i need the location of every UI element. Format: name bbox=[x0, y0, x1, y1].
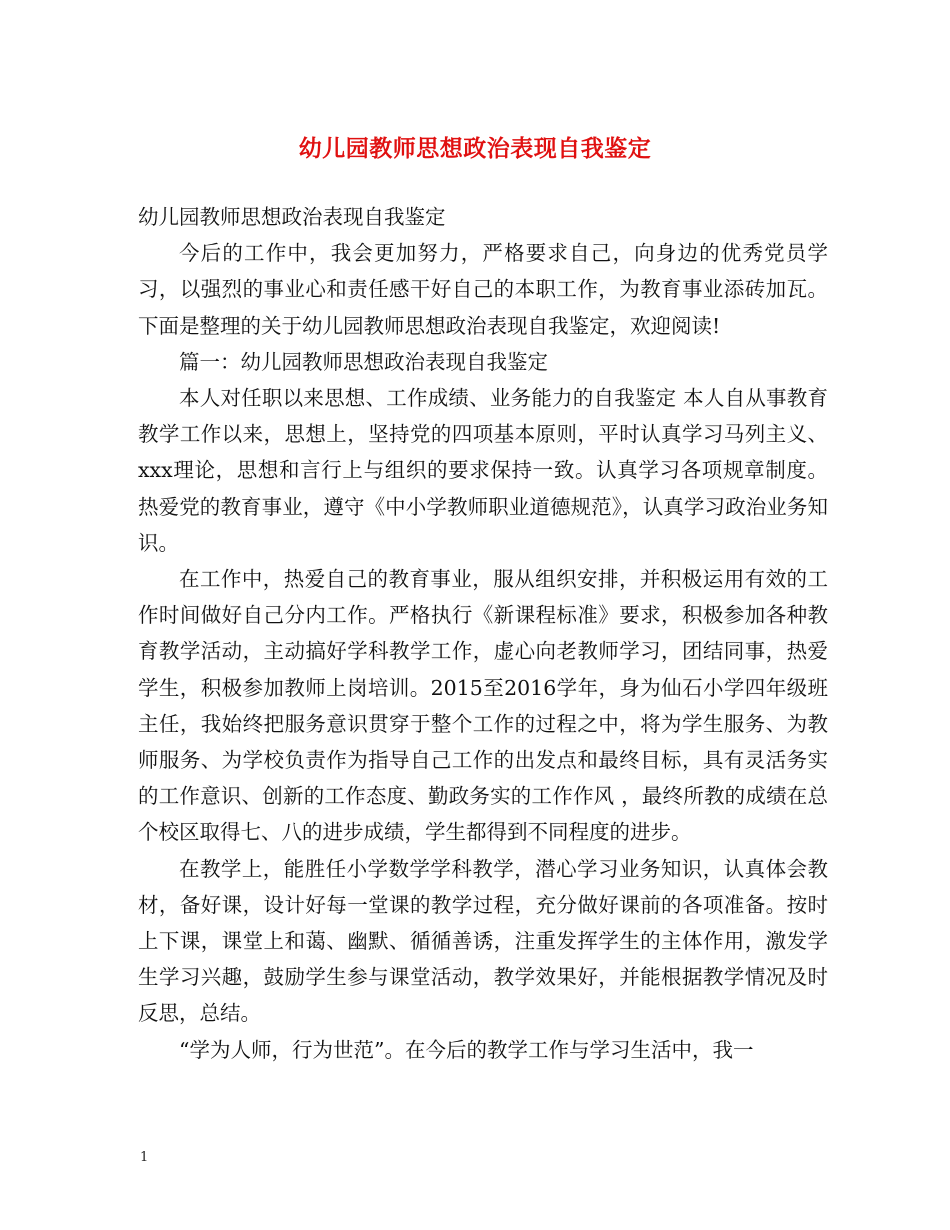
subtitle-paragraph: 幼儿园教师思想政治表现自我鉴定 bbox=[138, 205, 446, 229]
body-paragraph: “学为人师，行为世范”。在今后的教学工作与学习生活中，我一 bbox=[179, 1037, 754, 1062]
section-heading: 篇一：幼儿园教师思想政治表现自我鉴定 bbox=[179, 349, 548, 374]
body-paragraph: 在工作中，热爱自己的教育事业，服从组织安排，并积极运用有效的工作时间做好自己分内工作。严格执行《新课程标准》要求，积极参加各种教育教学活动，主动搞好学科教学工作，虚心向老教师学习，团结同事，热爱学生，积极参加教师上岗培训。2015至2016学年，身为仙石小学四年级班主任，我始终把服务意识贯穿于整个工作的过程之中，将为学生服务、为教师服务、为学校负责作为指导自己工作的出发点和最终目标，具有灵活务实的工作意识、创新的工作态度、勤政务实的工作作风 ，最终所教的成绩在总个校区取得七、八的进步成绩，学生都得到不同程度的进步。 bbox=[138, 567, 828, 845]
body-paragraph: 本人对任职以来思想、工作成绩、业务能力的自我鉴定 本人自从事教育教学工作以来，思想上，坚持党的四项基本原则，平时认真学习马列主义、xxx理论，思想和言行上与组织的要求保持一致。认真学习各项规章制度。热爱党的教育事业，遵守《中小学教师职业道德规范》，认真学习政治业务知识。 bbox=[138, 386, 828, 555]
body-paragraph: 在教学上，能胜任小学数学学科教学，潜心学习业务知识，认真体会教材，备好课，设计好每一堂课的教学过程，充分做好课前的各项准备。按时上下课，课堂上和蔼、幽默、循循善诱，注重发挥学生的主体作用，激发学生学习兴趣，鼓励学生参与课堂活动，教学效果好，并能根据教学情况及时反思，总结。 bbox=[138, 856, 828, 1026]
intro-paragraph: 今后的工作中，我会更加努力，严格要求自己，向身边的优秀党员学习，以强烈的事业心和责任感干好自己的本职工作，为教育事业添砖加瓦。下面是整理的关于幼儿园教师思想政治表现自我鉴定，欢迎阅读! bbox=[138, 241, 828, 338]
document-body bbox=[138, 199, 828, 1068]
page-number: 1 bbox=[140, 1150, 149, 1165]
document-title: 幼儿园教师思想政治表现自我鉴定 bbox=[298, 135, 652, 162]
